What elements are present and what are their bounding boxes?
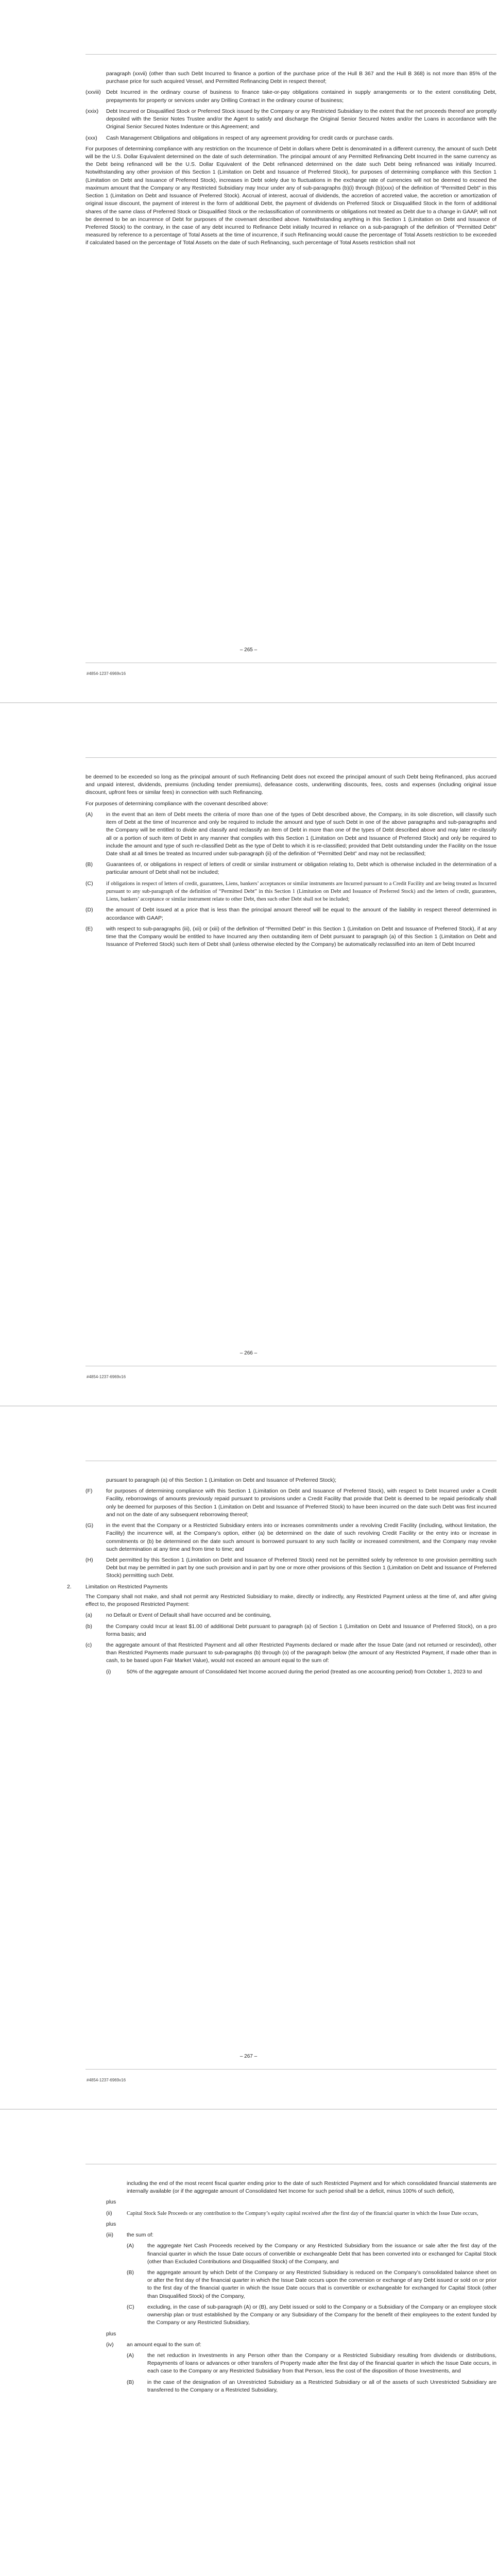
- item-text: in the case of the designation of an Unrestricted Subsidiary as a Restricted Subsidiary or all of the assets of such Unrestricted Subsidiary are transferred to the Company or a Restricted Subsidiary,: [147, 2379, 496, 2393]
- document-id: #4854-1237-6969v16: [87, 671, 126, 676]
- page-content: [85, 70, 496, 250]
- list-item: [85, 89, 496, 104]
- item-label: (xxviii): [85, 89, 101, 96]
- list-item: [85, 1641, 496, 1665]
- list-item: [85, 861, 496, 876]
- list-item: [85, 1522, 496, 1553]
- section-number: 2.: [67, 1583, 72, 1590]
- connector: plus: [106, 2330, 116, 2337]
- item-label: (ii): [106, 2210, 112, 2216]
- page-content: [85, 773, 496, 952]
- item-label: (F): [85, 1488, 93, 1495]
- item-label: (B): [127, 2269, 134, 2276]
- section-heading: [67, 1583, 496, 1591]
- list-item: [85, 880, 496, 904]
- list-item: [127, 2269, 496, 2300]
- list-item: [85, 1623, 496, 1638]
- footer-rule: [85, 2069, 496, 2070]
- list-item: [85, 1612, 496, 1619]
- item-text: an amount equal to the sum of:: [127, 2341, 201, 2348]
- item-text: the net reduction in Investments in any Person other than the Company or a Restricted Subsidiary resulting from dividends or distributions, Repayments of loans or advances or other transfers of Property made after the first day of the financial quarter in which the Issue Date occurs, in each case to the Company or any Restricted Subsidiary from that Person, less the cost of the disposition of those Investments, and: [147, 2352, 496, 2375]
- list-item: [106, 1668, 496, 1676]
- document-page: [0, 0, 497, 703]
- list-item: [85, 1487, 496, 1519]
- header-rule: [85, 54, 496, 55]
- item-label: (b): [85, 1623, 92, 1630]
- list-item: [85, 906, 496, 922]
- item-text: Cash Management Obligations and obligations in respect of any agreement providing for credit cards or purchase cards.: [106, 134, 394, 141]
- page-number: – 266 –: [239, 1350, 258, 1356]
- list-item: [85, 925, 496, 949]
- list-item: [106, 2231, 496, 2239]
- item-text: in the event that an item of Debt meets the criteria of more than one of the types of Debt described above, the Company, in its sole discretion, will classify such item of Debt at the time of Incurrence and only be required to include the amount and type of such Debt in one of the above paragraphs and sub-paragraphs and the Company will be entitled to divide and classify and reclassify an item of Debt in more than one of the types of Debt described above and may later re-classify all or a portion of such item of Debt in any manner that complies with this Section 1 (Limitation on Debt and Issuance of Preferred Stock) and only be required to include the amount and type of such re-classified Debt as the type of Debt to which it is re-classified; provided that Debt outstanding under the Facility on the Issue Date shall at all times be treated as Incurred under sub-paragraph (ii) of the definition of “Permitted Debt” and may not be reclassified;: [106, 811, 496, 857]
- item-label: (B): [127, 2379, 134, 2385]
- page-content: [85, 2180, 496, 2397]
- item-label: (C): [127, 2303, 134, 2310]
- item-label: (iii): [106, 2232, 113, 2239]
- item-label: (xxix): [85, 108, 99, 114]
- item-label: (c): [85, 1641, 92, 1648]
- item-text: the aggregate amount of that Restricted Payment and all other Restricted Payments declared or made after the Issue Date (and not returned or rescinded), other than Restricted Payments made pursuant to sub-paragraphs (b) through (o) of the paragraph below (the amount of any Restricted Payment, if made other than in cash, to be based upon Fair Market Value), would not exceed an amount equal to the sum of:: [106, 1641, 496, 1664]
- paragraph: be deemed to be exceeded so long as the principal amount of such Refinancing Debt does not exceed the principal amount of such Debt being Refinanced, plus accrued and unpaid interest, dividends, premiums (including tender premiums), defeasance costs, underwriting discounts, fees, costs and expenses (including original issue discount, upfront fees or similar fees) in connection with such Refinancing.: [85, 774, 496, 796]
- item-text: the Company could Incur at least $1.00 of additional Debt pursuant to paragraph (a) of Section 1 (Limitation on Debt and Issuance of Preferred Stock), on a pro forma basis; and: [106, 1623, 496, 1637]
- paragraph: including the end of the most recent fiscal quarter ending prior to the date of such Restricted Payment and for which consolidated financial statements are internally available (or if the aggregate amount of Consolidated Net Income for such period shall be a deficit, minus 100% of such deficit),: [127, 2180, 496, 2195]
- item-label: (iv): [106, 2341, 114, 2348]
- item-label: (A): [85, 811, 93, 818]
- item-label: (C): [85, 880, 93, 887]
- connector: plus: [106, 2199, 116, 2206]
- header-rule: [85, 757, 496, 758]
- item-text: excluding, in the case of sub-paragraph (A) or (B), any Debt issued or sold to the Company or a Subsidiary of the Company or an employee stock ownership plan or trust established by the Company or any Subsidiary of the Company for the benefit of their employees to the extent funded by the Company or any Restricted Subsidiary,: [147, 2303, 496, 2326]
- list-item: [106, 2341, 496, 2349]
- item-text: Guarantees of, or obligations in respect of letters of credit or similar instrument or obligation relating to, Debt which is otherwise included in the determination of a particular amount of Debt shall not be included;: [106, 861, 496, 876]
- paragraph: For purposes of determining compliance with the covenant described above:: [85, 800, 268, 807]
- item-text: Debt Incurred or Disqualified Stock or Preferred Stock issued by the Company or any Restricted Subsidiary to the extent that the net proceeds thereof are promptly deposited with the Senior Notes Trustee and/or the Agent to satisfy and discharge the Original Senior Secured Notes and/or the Loans in accordance with the Original Senior Secured Notes Indenture or this Agreement; and: [106, 108, 496, 130]
- item-text: with respect to sub-paragraphs (iii), (xii) or (xiii) of the definition of “Permitted Debt” in this Section 1 (Limitation on Debt and Issuance of Preferred Stock), if at any time that the Company would be entitled to have Incurred any then outstanding item of Debt pursuant to paragraph (a) of this Section 1 (Limitation on Debt and Issuance of Preferred Stock) such item of Debt shall (unless otherwise elected by the Company) be automatically reclassified into an item of Debt Incurred: [106, 925, 496, 948]
- item-label: (G): [85, 1522, 94, 1529]
- section-title: Limitation on Restricted Payments: [85, 1583, 168, 1590]
- item-label: (A): [127, 2352, 134, 2359]
- list-item: [85, 108, 496, 131]
- item-text: Capital Stock Sale Proceeds or any contribution to the Company’s equity capital received after the first day of the financial quarter in which the Issue Date occurs,: [127, 2210, 478, 2216]
- paragraph: pursuant to paragraph (a) of this Section 1 (Limitation on Debt and Issuance of Preferred Stock);: [106, 1477, 337, 1483]
- connector: plus: [106, 2221, 116, 2227]
- item-text: Debt permitted by this Section 1 (Limitation on Debt and Issuance of Preferred Stock) need not be permitted solely by reference to one provision permitting such Debt but may be permitted in part by one such provision and in part by one or more other provisions of this Section 1 (Limitation on Debt and Issuance of Preferred Stock) permitting such Debt.: [106, 1556, 496, 1579]
- item-label: (A): [127, 2243, 134, 2249]
- item-label: (E): [85, 925, 93, 932]
- list-item: [106, 2210, 496, 2217]
- item-text: if obligations in respect of letters of credit, guarantees, Liens, bankers’ acceptances or similar instruments are Incurred pursuant to a Credit Facility and are being treated as Incurred pursuant to any sub-paragraph of the definition of “Permitted Debt” in this Section 1 (Limitation on Debt and Issuance of Preferred Stock) and the letters of credit, guarantees, Liens, bankers’ acceptance or similar instrument relate to other Debt, then such other Debt shall not be included;: [106, 880, 496, 903]
- page-content: [67, 1477, 496, 1679]
- document-page: [0, 2110, 497, 2576]
- paragraph: For purposes of determining compliance with any restriction on the Incurrence of Debt in dollars where Debt is denominated in a different currency, the amount of such Debt will be the U.S. Dollar Equivalent determined on the date of such determination. The principal amount of any Permitted Refinancing Debt Incurred in the same currency as the Debt being refinanced will be the U.S. Dollar Equivalent of the Debt refinanced determined on the date such Debt being refinanced was initially Incurred. Notwithstanding any other provision of this Section 1 (Limitation on Debt and Issuance of Preferred Stock), for purposes of determining compliance with this Section 1 (Limitation on Debt and Issuance of Preferred Stock), increases in Debt solely due to fluctuations in the exchange rate of currencies will not be deemed to exceed the maximum amount that the Company or any Restricted Subsidiary may Incur under any of sub-paragraphs (b)(i) through (b)(xxx) of the definition of “Permitted Debt” in this Section 1 (Limitation on Debt and Issuance of Preferred Stock). Accrual of interest, accrual of dividends, the accretion of accreted value, the accretion or amortization of original issue discount, the payment of interest in the form of additional Debt, the payment of dividends on Preferred Stock or Disqualified Stock in the form of additional shares of the same class of Preferred Stock or Disqualified Stock or the reclassification of commitments or obligations not treated as Debt due to a change in GAAP, will not be deemed to be an incurrence of Debt for purposes of the covenant described above. Notwithstanding anything in this Section 1 (Limitation on Debt and Issuance of Preferred Stock) to the contrary, in the case of any debt incurred to Refinance Debt initially Incurred in reliance on a sub-paragraph of the definition of “Permitted Debt” measured by reference to a percentage of Total Assets at the time of incurrence, if such Refinancing would cause the percentage of Total Assets restriction to be exceeded if calculated based on the percentage of Total Assets on the date of such Refinancing, such percentage of Total Assets restriction shall not: [85, 145, 496, 246]
- list-item: [85, 134, 496, 142]
- item-text: in the event that the Company or a Restricted Subsidiary enters into or increases commitments under a revolving Credit Facility (including, without limitation, the Facility) the incurrence will, at the Company’s option, either (a) be determined on the date of such revolving Credit Facility or the entry into or increase in commitments or (b) be determined on the date such amount is borrowed pursuant to any such facility or increased commitment, and the Company may revoke such determination at any time and from time to time; and: [106, 1522, 496, 1552]
- item-label: (xxx): [85, 134, 97, 141]
- document-page: [0, 703, 497, 1406]
- paragraph: paragraph (xxvii) (other than such Debt Incurred to finance a portion of the purchase price of the Hull B 367 and the Hull B 368) is not more than 85% of the purchase price for such acquired Vessel, and Permitted Refinancing Debt in respect thereof;: [106, 71, 496, 85]
- document-id: #4854-1237-6969v16: [87, 1375, 126, 1379]
- document-id: #4854-1237-6969v16: [87, 2078, 126, 2082]
- paragraph: The Company shall not make, and shall not permit any Restricted Subsidiary to make, directly or indirectly, any Restricted Payment unless at the time of, and after giving effect to, the proposed Restricted Payment:: [85, 1593, 496, 1608]
- item-label: (H): [85, 1556, 93, 1563]
- item-label: (i): [106, 1668, 111, 1675]
- item-label: (a): [85, 1612, 92, 1619]
- list-item: [85, 1556, 496, 1580]
- item-text: the sum of:: [127, 2232, 153, 2239]
- item-text: 50% of the aggregate amount of Consolidated Net Income accrued during the period (treated as one accounting period) from October 1, 2023 to and: [127, 1668, 482, 1675]
- item-text: Debt Incurred in the ordinary course of business to finance take-or-pay obligations contained in supply arrangements or to the extent constituting Debt, prepayments for property or services under any Drilling Contract in the ordinary course of business;: [106, 89, 496, 104]
- list-item: [127, 2379, 496, 2394]
- list-item: [127, 2242, 496, 2266]
- list-item: [127, 2303, 496, 2327]
- page-number: – 267 –: [239, 2054, 258, 2059]
- item-label: (B): [85, 861, 93, 868]
- item-text: the aggregate Net Cash Proceeds received by the Company or any Restricted Subsidiary from the issuance or sale after the first day of the financial quarter in which the Issue Date occurs of convertible or exchangeable Debt that has been converted into or exchanged for Capital Stock (other than Excluded Contributions and Disqualified Stock) of the Company, and: [147, 2243, 496, 2265]
- item-text: the aggregate amount by which Debt of the Company or any Restricted Subsidiary is reduced on the Company’s consolidated balance sheet on or after the first day of the financial quarter in which the Issue Date occurs upon the conversion or exchange of any Debt issued or sold on or prior to the first day of the financial quarter in which the Issue Date occurs that is convertible or exchangeable for exchanged for Capital Stock (other than Disqualified Stock) of the Company,: [147, 2269, 496, 2299]
- item-text: the amount of Debt issued at a price that is less than the principal amount thereof will be equal to the amount of the liability in respect thereof determined in accordance with GAAP;: [106, 907, 496, 921]
- page-number: – 265 –: [239, 647, 258, 653]
- list-item: [127, 2352, 496, 2376]
- item-text: no Default or Event of Default shall have occurred and be continuing,: [106, 1612, 271, 1619]
- item-label: (D): [85, 907, 93, 913]
- item-text: for purposes of determining compliance with this Section 1 (Limitation on Debt and Issuance of Preferred Stock), with respect to Debt Incurred under a Credit Facility, reborrowings of amounts previously repaid pursuant to provisions under a Credit Facility that provide that Debt is deemed to be repaid periodically shall only be deemed for purposes of this Section 1 (Limitation on Debt and Issuance of Preferred Stock) to have been incurred on the date such Debt was first incurred and not on the date of any subsequent reborrowing thereof;: [106, 1488, 496, 1518]
- document-page: [0, 1406, 497, 2110]
- list-item: [85, 811, 496, 858]
